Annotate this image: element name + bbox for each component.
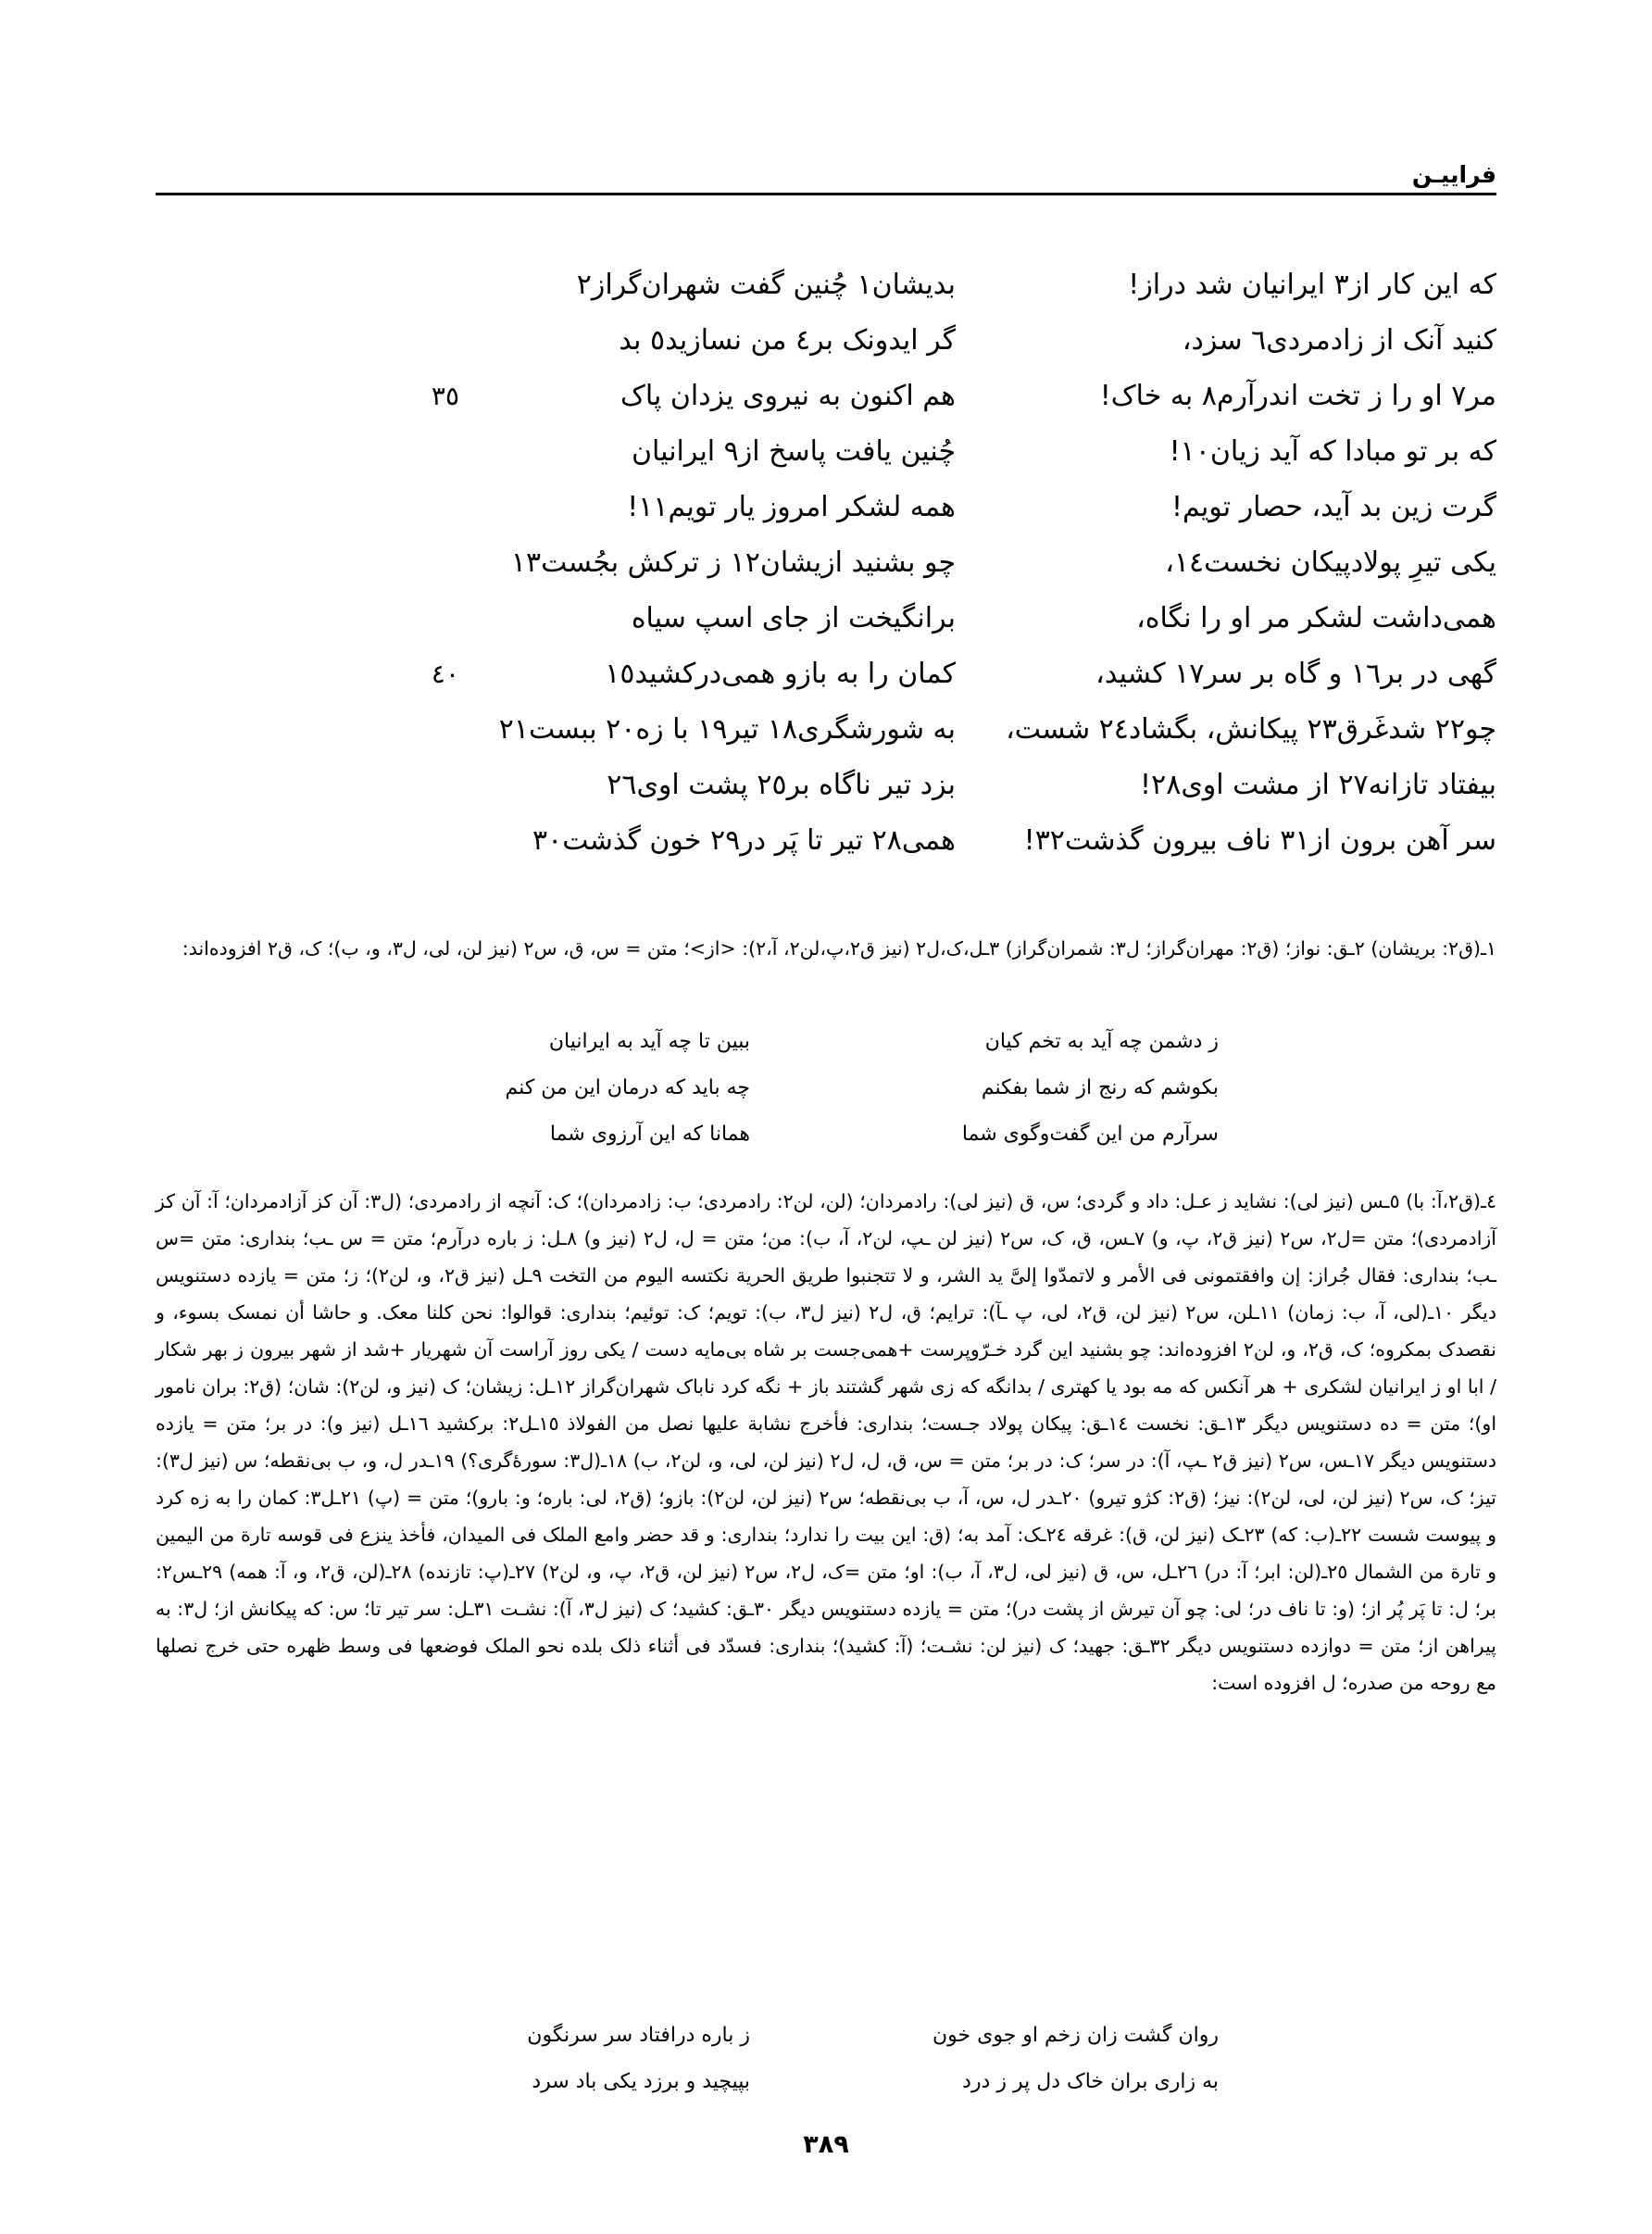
apparatus-text-2: ٤ـ(ق٢،آ: با) ٥ـس (نیز لی): نشاید ز عـل: داد و گردی؛ س، ق (نیز لی): رادمردان؛ (لن، لن٢: رادمردی؛ ب: زادمردان)؛ ک: آنچه از رادمردی؛ (ل٣: آن کز آزادمردان؛ آ: آن کز آزادمردی)؛ متن =ل٢، س٢ (نیز ق٢، پ، و) ٧ـس، ق، ک، س٢ (نیز لن ـپ، لن٢، آ، ب): من؛ متن = ل، ل٢ (نیز و) ٨ـل: ز باره درآرم؛ متن = س ـب؛ بنداری: متن =س ـب؛ بنداری: فقال جُراز: إن وافقتمونی فی الأمر و لاتمدّوا إلیَّ ید الشر، و لا تتجنبوا طریق الحریة نکتسه الیوم من التخت ٩ـل (نیز ق٢، و، لن٢)؛ ز؛ متن = یازده دستنویس دیگر ١٠ـ(لی، آ، ب: زمان) ١١ـلن، س٢ (نیز لن، ق٢، لی، پ ـآ): ترایم؛ ق، ل٢ (نیز ل٣، ب): تویم؛ ک: توئیم؛ بنداری: قوالوا: نحن کلنا معک. و حاشا أن نمسک بسوء، و نقصدک بمکروه؛ ک، ق٢، و، لن٢ افزوده‌اند: چو بشنید این گرد خـرّوپرست +همی‌جست بر شاه بی‌مایه دست / یکی روز آراست آن شهریار +شد از شهر بیرون ز بهر شکار / ابا او ز ایرانیان لشکری + هر آنکس که مه بود یا کهتری / بدانگه که زی شهر گشتند باز + نگه کرد ناباک شهران‌گراز ١٢ـل: زیشان؛ ک (نیز و، لن٢): شان؛ (ق٢: بران نامور او)؛ متن = ده دستنویس دیگر ١٣ـق: نخست ١٤ـق: پیکان پولاد جـست؛ بنداری: فأخرج نشابة علیها نصل من الفولاذ ١٥ـل٢: برکشید ١٦ـل (نیز و): در بر؛ متن = یازده دستنویس دیگر ١٧ـس، س٢ (نیز ق٢ ـپ، آ): در سر؛ ک: در بر؛ متن = س، ق، ل، ل٢ (نیز لن، لی، و، لن٢، ب) ١٨ـ(ل٣: سورۀگری؟) ١٩ـدر ل، و، ب بی‌نقطه؛ س (نیز ل٣): تیز؛ ک، س٢ (نیز لن، لی، لن٢): نیز؛ (ق٢: کژو تیرو) ٢٠ـدر ل، س، آ، ب بی‌نقطه؛ س٢ (نیز لن، لن٢): بازو؛ (ق٢، لی: باره؛ و: بارو)؛ متن = (پ) ٢١ـل٣: کمان را به زه کرد و پیوست شست ٢٢ـ(ب: که) ٢٣ـک (نیز لن، ق): غرقه ٢٤ـک: آمد به؛ (ق: این بیت را ندارد؛ بنداری: و قد حضر وامع الملک فی المیدان، فأخذ ینزع فی قوسه تارة من الیمین و تارة من الشمال ٢٥ـ(لن: ابر؛ آ: در) ٢٦ـل، س، ق (نیز لی، ل٣، آ، ب): او؛ متن =ک، ل٢، س٢ (نیز لن، ق٢، پ، و، لن٢) ٢٧ـ(پ: تازنده) ٢٨ـ(لن، ق٢، و، آ: همه) ٢٩ـس٢: بر؛ ل: تا پَر پُر از؛ (و: تا ناف در؛ لی: چو آن تیرش از پشت در)؛ متن = یازده دستنویس دیگر ٣٠ـق: کشید؛ ک (نیز ل٣، آ): نشـت ٣١ـل: سر تیر تا؛ س: که پیکانش از؛ ل٣: به پیراهن از؛ متن = دوازده دستنویس دیگر ٣٢ـق: جهید؛ ک (نیز لن: نشـت؛ (آ: کشید)؛ بنداری: فسدّد فی أثناء ذلک بلده نحو الملک فوضعها فی وسط ظهره حتی خرج نصلها مع روحه من صدره؛ ل افزوده است:	[156, 1190, 1497, 1694]
hemistich-left-text: چو٢٢ شدغَرق٢٣ پیکانش، بگشاد٢٤ شست،	[1006, 713, 1496, 746]
hemistich-left-text: گهی در بر١٦ و گاه بر سر١٧ کشید،	[1095, 658, 1496, 690]
hemistich-left-text: سر آهن برون از٣١ ناف بیرون گذشت٣٢!	[1023, 824, 1496, 857]
hemistich-left	[1006, 431, 1496, 472]
apparatus-block-2	[156, 1184, 1496, 1702]
hemistich-left	[1006, 820, 1496, 861]
hemistich-right	[465, 320, 956, 361]
apparatus-text-1: ١ـ(ق٢: بریشان) ٢ـق: نواز؛ (ق٢: مهران‌گراز؛ ل٣: شمران‌گراز) ٣ـل،ک،ل٢ (نیز ق٢،پ،لن٢، آ،٢): <از>؛ متن = س، ق، س٢ (نیز لن، لی، ل٣، و، ب)؛ ک، ق٢ افزوده‌اند:	[181, 937, 1496, 960]
hemistich-right	[465, 764, 956, 806]
couplet-row	[156, 486, 1496, 542]
couplet-row	[156, 709, 1496, 764]
hemistich-right	[465, 820, 956, 861]
hemistich-right-text: همه لشکر امروز یار تویم١١!	[627, 491, 956, 523]
hemistich-left	[1006, 709, 1496, 750]
hemistich-left-text: بیفتاد تازانه٢٧ از مشت اوی٢٨!	[1140, 769, 1496, 801]
quoted-verse-row	[156, 2024, 1496, 2070]
folio-number: ٣٨٩	[803, 2130, 849, 2159]
hemistich-left	[1006, 320, 1496, 361]
line-number: ٣٥	[431, 381, 459, 411]
hemistich-right-text: همی٢٨ تیر تا پَر در٢٩ خون گذشت٣٠	[532, 824, 956, 857]
apparatus-block-1	[156, 931, 1496, 968]
hemistich-right-text: برانگیخت از جای اسپ سیاه	[631, 602, 956, 634]
quoted-verse-row	[156, 1030, 1496, 1076]
couplet-row	[156, 320, 1496, 375]
couplet-row	[156, 264, 1496, 320]
header-rule	[156, 193, 1496, 195]
quoted-verse-row	[156, 2070, 1496, 2116]
quoted-hemistich-left: به زاری بران خاک دل پر ز درد	[962, 2070, 1219, 2093]
hemistich-right-text: بدیشان١ چُنین گفت شهران‌گراز٢	[576, 269, 956, 301]
verse-block	[156, 264, 1496, 875]
quoted-verse-group-2	[156, 2024, 1496, 2116]
quoted-hemistich-right: همانا که این آرزوی شما	[549, 1123, 750, 1146]
couplet-row	[156, 820, 1496, 875]
line-number: ٤٠	[431, 659, 459, 689]
quoted-verse-group-1	[156, 1030, 1496, 1169]
couplet-row	[156, 542, 1496, 597]
hemistich-left-text: کنید آنک از زادمردی٦ سزد،	[1182, 324, 1496, 357]
hemistich-right-text: کمان را به بازو همی‌درکشید١٥	[605, 658, 956, 690]
quoted-hemistich-left: سرآرم من این گفت‌وگوی شما	[961, 1123, 1219, 1146]
couplet-row	[156, 431, 1496, 486]
hemistich-right	[465, 709, 956, 750]
hemistich-left	[1006, 542, 1496, 584]
couplet-row	[156, 597, 1496, 653]
hemistich-left	[1006, 375, 1496, 417]
quoted-verse-row	[156, 1076, 1496, 1123]
hemistich-right	[465, 542, 956, 584]
quoted-hemistich-right: بپیچید و برزد یکی باد سرد	[532, 2070, 750, 2093]
couplet-row	[156, 764, 1496, 820]
couplet-row	[156, 653, 1496, 709]
hemistich-left	[1006, 264, 1496, 306]
hemistich-right	[465, 653, 956, 695]
hemistich-left	[1006, 597, 1496, 639]
hemistich-right	[465, 375, 956, 417]
hemistich-left	[1006, 764, 1496, 806]
hemistich-left-text: گرت زین بد آید، حصار تویم!	[1170, 491, 1496, 523]
quoted-hemistich-left: روان گشت زان زخم او جوی خون	[932, 2024, 1219, 2047]
hemistich-left	[1006, 653, 1496, 695]
quoted-hemistich-right: ببین تا چه آید به ایرانیان	[548, 1030, 750, 1053]
hemistich-left-text: مر٧ او را ز تخت اندرآرم٨ به خاک!	[1099, 380, 1496, 412]
hemistich-left-text: که بر تو مبادا که آید زیان١٠!	[1169, 435, 1496, 468]
quoted-hemistich-right: ز باره درافتاد سر سرنگون	[527, 2024, 750, 2047]
hemistich-right-text: هم اکنون به نیروی یزدان پاک	[620, 380, 956, 412]
quoted-hemistich-left: بکوشم که رنج از شما بفکنم	[981, 1076, 1219, 1099]
running-head-block	[156, 163, 1496, 195]
hemistich-right-text: چو بشنید ازیشان١٢ ز ترکش بجُست١٣	[510, 546, 956, 579]
quoted-hemistich-right: چه باید که درمان این من کنم	[505, 1076, 750, 1099]
hemistich-right-text: چُنین یافت پاسخ از٩ ایرانیان	[631, 435, 956, 468]
hemistich-right-text: گر ایدونک بر٤ من نسازید٥ بد	[619, 324, 956, 357]
hemistich-left	[1006, 486, 1496, 528]
quoted-verse-row	[156, 1123, 1496, 1169]
hemistich-left-text: که این کار از٣ ایرانیان شد دراز!	[1128, 269, 1496, 301]
hemistich-right	[465, 431, 956, 472]
hemistich-right	[465, 597, 956, 639]
hemistich-right	[465, 264, 956, 306]
running-head-title: فراییـن	[1411, 161, 1496, 188]
quoted-hemistich-left: ز دشمن چه آید به تخم کیان	[984, 1030, 1219, 1053]
hemistich-right-text: به شورشگری١٨ تیر١٩ با زه٢٠ ببست٢١	[498, 713, 956, 746]
hemistich-left-text: یکی تیرِ پولادپیکان نخست١٤،	[1165, 546, 1496, 579]
hemistich-right	[465, 486, 956, 528]
hemistich-right-text: بزد تیر ناگاه بر٢٥ پشت اوی٢٦	[607, 769, 956, 801]
hemistich-left-text: همی‌داشت لشکر مر او را نگاه،	[1136, 602, 1496, 634]
couplet-row	[156, 375, 1496, 431]
